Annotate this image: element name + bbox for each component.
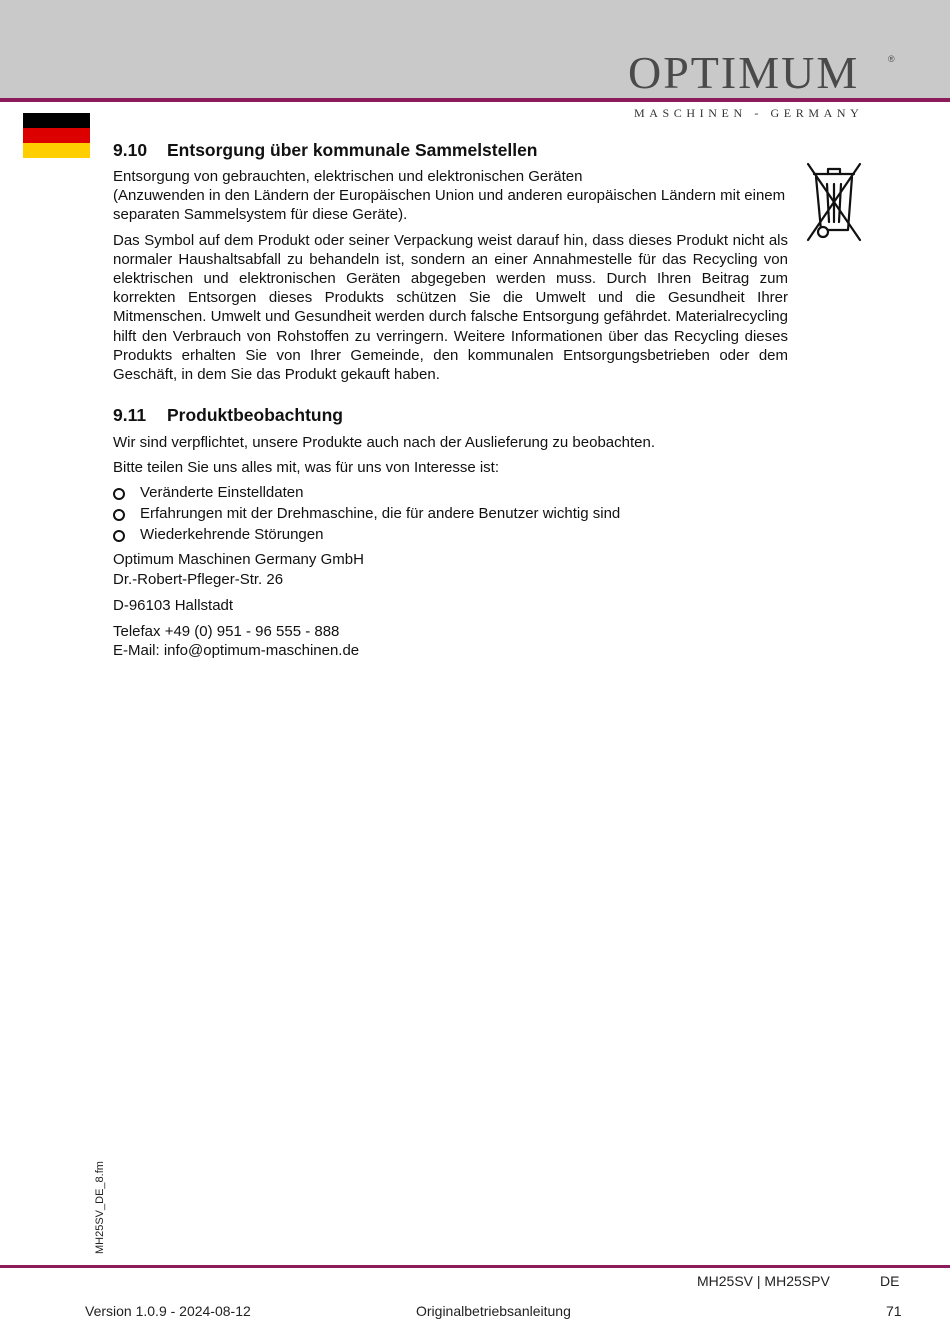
bullet-circle-icon [113, 509, 125, 521]
footer-model: MH25SV | MH25SPV [697, 1273, 830, 1289]
section-9-10 [113, 139, 788, 384]
page-number: 71 [886, 1303, 902, 1319]
section-heading [113, 139, 788, 161]
section-9-11 [113, 404, 788, 660]
bullet-circle-icon [113, 488, 125, 500]
brand-logo: OPTIMUM [628, 47, 860, 98]
intro-note: (Anzuwenden in den Ländern der Europäischen Union und anderen europäischen Ländern mit einem separaten Sammelsystem für diese Geräte). [113, 187, 786, 224]
feedback-list [113, 483, 788, 546]
company-street: Dr.-Robert-Pfleger-Str. 26 [113, 570, 284, 588]
source-file-label: MH25SV_DE_8.fm [94, 1161, 106, 1254]
company-name: Optimum Maschinen Germany GmbH [113, 551, 364, 569]
company-email: E-Mail: info@optimum-maschinen.de [113, 642, 360, 660]
list-item-text: Erfahrungen mit der Drehmaschine, die für andere Benutzer wichtig sind [140, 505, 621, 523]
section-number: 9.10 [113, 140, 148, 160]
bullet-circle-icon [113, 530, 125, 542]
footer-doc-type: Originalbetriebsanleitung [416, 1303, 571, 1319]
section-number: 9.11 [113, 405, 147, 425]
footer-language: DE [880, 1273, 900, 1289]
list-item [113, 483, 788, 504]
list-item [113, 504, 788, 525]
registered-mark: ® [888, 54, 895, 64]
flag-stripe-gold [23, 143, 90, 158]
germany-flag-icon [23, 113, 90, 158]
flag-stripe-black [23, 113, 90, 128]
list-item-text: Wiederkehrende Störungen [140, 526, 324, 544]
disposal-paragraph: Das Symbol auf dem Produkt oder seiner Verpackung weist darauf hin, dass dieses Produkt nicht als normaler Haushaltsabfall zu behandeln ist, sondern an einer Annahmestelle für das Recycling von elektrischen und elektronischen Geräten abgegeben werden muss. Durch Ihren Beitrag zum korrekten Entsorgen dieses Produkts schützen Sie die Umwelt und die Gesundheit Ihrer Mitmenschen. Umwelt und Gesundheit werden durch falsche Entsorgung gefährdet. Materialrecycling hilft den Verbrauch von Rohstoffen zu verringern. Weitere Informationen über das Recycling dieses Produkts erhalten Sie von Ihrer Gemeinde, den kommunalen Entsorgungsbetrieben oder dem Geschäft, in dem Sie das Produkt gekauft haben. [113, 231, 788, 384]
list-item [113, 525, 788, 546]
brand-tagline: MASCHINEN - GERMANY [634, 106, 864, 120]
section-title: Entsorgung über kommunale Sammelstellen [167, 140, 538, 160]
company-city: D-96103 Hallstadt [113, 596, 234, 614]
header-rule [0, 98, 950, 102]
footer-version: Version 1.0.9 - 2024-08-12 [85, 1303, 251, 1319]
observation-paragraph: Wir sind verpflichtet, unsere Produkte auch nach der Auslieferung zu beobachten. [113, 434, 655, 451]
flag-stripe-red [23, 128, 90, 143]
section-heading [113, 404, 788, 426]
list-item-text: Veränderte Einstelldaten [140, 484, 304, 502]
section-title: Produktbeobachtung [167, 405, 343, 425]
footer-rule [0, 1265, 950, 1268]
crossed-out-wheelie-bin-icon [806, 160, 862, 242]
intro-line: Entsorgung von gebrauchten, elektrischen und elektronischen Geräten [113, 168, 583, 185]
company-fax: Telefax +49 (0) 951 - 96 555 - 888 [113, 623, 340, 641]
request-paragraph: Bitte teilen Sie uns alles mit, was für uns von Interesse ist: [113, 459, 500, 477]
